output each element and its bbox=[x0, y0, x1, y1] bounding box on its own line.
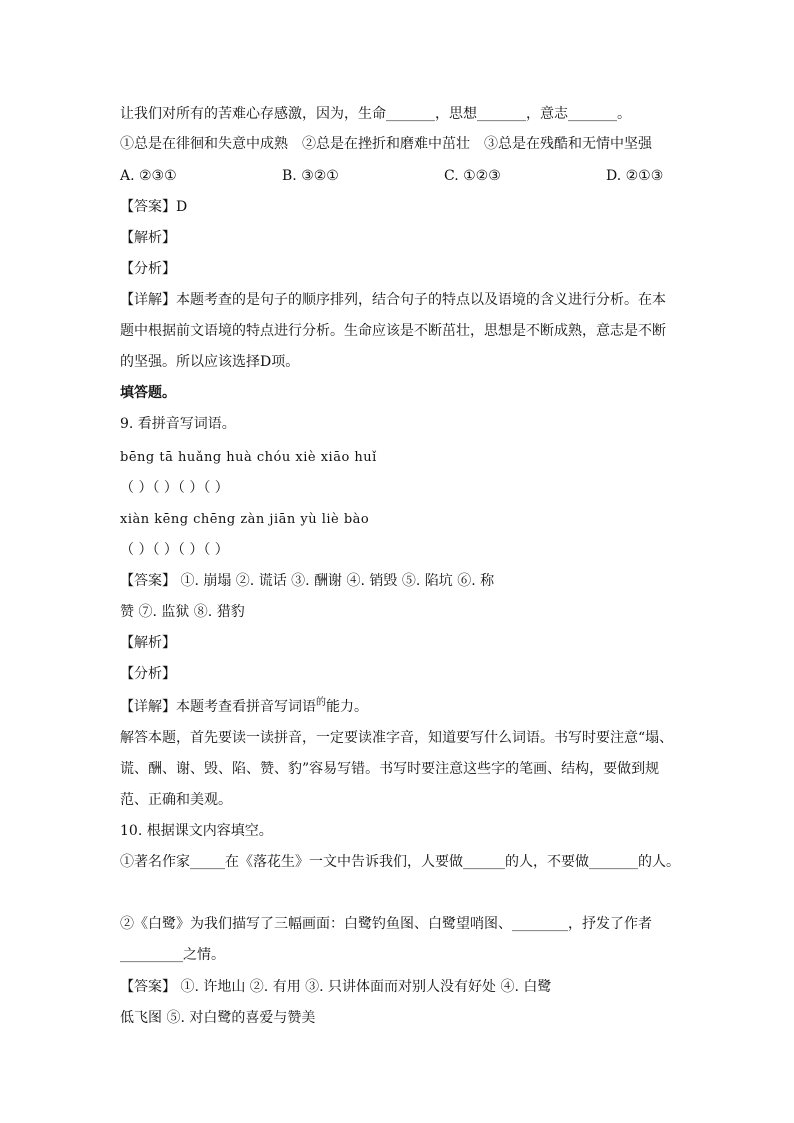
section-title: 填答题。 bbox=[120, 385, 176, 401]
detail-text: 本题考查看拼音写词语 bbox=[176, 699, 316, 715]
q9-paren-row-1: （ ）（ ）（ ）（ ） bbox=[120, 480, 229, 496]
answer-tag: 【答案】 bbox=[120, 573, 176, 589]
q10-title: 10. 根据课文内容填空。 bbox=[120, 823, 273, 839]
detail-tag: 【详解】 bbox=[120, 292, 176, 308]
q10-item-1: ①著名作家_____在《落花生》一文中告诉我们，人要做______的人，不要做_______的人。 bbox=[120, 854, 680, 870]
q8-option-a: A. ②③① bbox=[120, 168, 177, 184]
q8-option-d: D. ②①③ bbox=[606, 168, 664, 184]
q8-option-c: C. ①②③ bbox=[444, 168, 501, 184]
q8-stem: 让我们对所有的苦难心存感激，因为，生命_______，思想_______，意志_______。 bbox=[120, 106, 631, 122]
q8-detail-3: 的坚强。所以应该选择D项。 bbox=[120, 354, 300, 370]
q10-item-2-a: ②《白鹭》为我们描写了三幅画面：白鹭钓鱼图、白鹭望哨图、________，抒发了作者 bbox=[120, 916, 652, 932]
q9-pinyin-row-2: xiàn kēng chēng zàn jiān yù liè bào bbox=[120, 512, 370, 527]
detail-text: 本题考查的是句子的顺序排列，结合句子的特点以及语境的含义进行分析。在本 bbox=[176, 292, 666, 308]
q8-answer bbox=[120, 197, 187, 217]
answer-text: ①. 许地山 ②. 有用 ③. 只讲体面而对别人没有好处 ④. 白鹭 bbox=[176, 979, 552, 995]
q8-option-b: B. ③②① bbox=[282, 168, 339, 184]
q8-analysis-tag: 【解析】 bbox=[120, 230, 176, 246]
q9-detail-1 bbox=[120, 697, 368, 719]
q9-detail-2: 解答本题，首先要读一读拼音，一定要读准字音，知道要写什么词语。书写时要注意“塌、 bbox=[120, 730, 674, 746]
q8-fenxi-tag: 【分析】 bbox=[120, 261, 176, 277]
q9-detail-4: 范、正确和美观。 bbox=[120, 792, 232, 808]
detail-text-end: 能力。 bbox=[326, 699, 368, 715]
q8-detail-1 bbox=[120, 290, 666, 310]
answer-text: ①. 崩塌 ②. 谎话 ③. 酬谢 ④. 销毁 ⑤. 陷坑 ⑥. 称 bbox=[176, 573, 495, 589]
q8-items: ①总是在徘徊和失意中成熟 ②总是在挫折和磨难中茁壮 ③总是在残酷和无情中坚强 bbox=[120, 136, 652, 152]
q9-fenxi-tag: 【分析】 bbox=[120, 666, 176, 682]
q10-item-2-b: _________之情。 bbox=[120, 947, 225, 963]
q9-answer-line-2: 赞 ⑦. 监狱 ⑧. 猎豹 bbox=[120, 604, 245, 620]
q8-detail-2: 题中根据前文语境的特点进行分析。生命应该是不断茁壮，思想是不断成熟，意志是不断 bbox=[120, 323, 666, 339]
q10-answer-line-2: 低飞图 ⑤. 对白鹭的喜爱与赞美 bbox=[120, 1010, 316, 1026]
q9-answer-line-1 bbox=[120, 571, 494, 591]
q9-detail-3: 谎、酬、谢、毁、陷、赞、豹”容易写错。书写时要注意这些字的笔画、结构，要做到规 bbox=[120, 761, 660, 777]
q9-title: 9. 看拼音写词语。 bbox=[120, 416, 236, 432]
answer-tag: 【答案】 bbox=[120, 979, 176, 995]
q9-paren-row-2: （ ）（ ）（ ）（ ） bbox=[120, 542, 229, 558]
detail-tag: 【详解】 bbox=[120, 699, 176, 715]
q9-analysis-tag: 【解析】 bbox=[120, 635, 176, 651]
detail-superscript: 的 bbox=[316, 697, 326, 708]
answer-tag: 【答案】 bbox=[120, 199, 176, 215]
answer-value: D bbox=[176, 199, 188, 215]
q9-pinyin-row-1: bēng tā huǎng huà chóu xiè xiāo huǐ bbox=[120, 450, 377, 465]
q10-answer-line-1 bbox=[120, 977, 551, 997]
